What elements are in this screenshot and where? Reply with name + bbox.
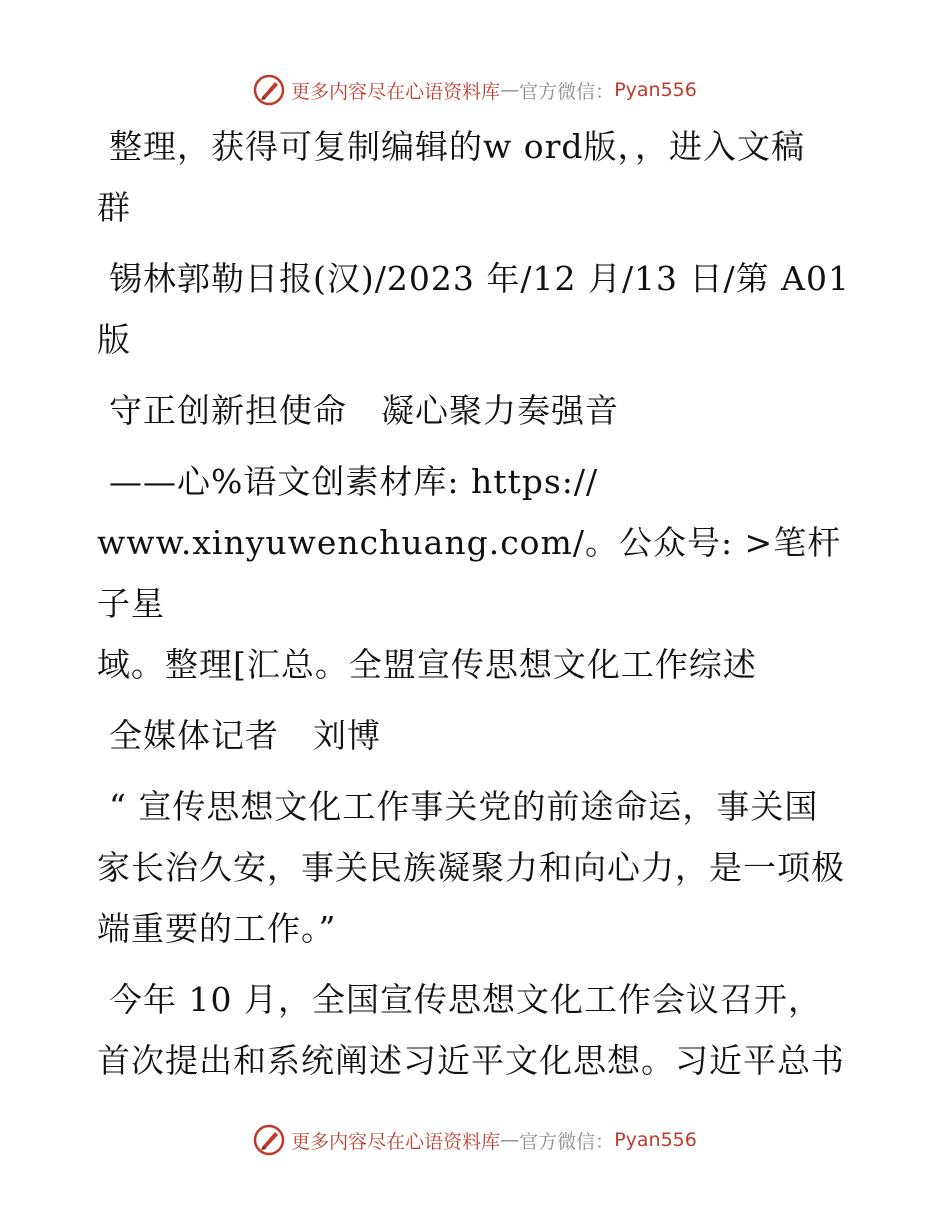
banner-dash: —	[500, 1129, 520, 1151]
text-line: 首次提出和系统阐述习近平文化思想。习近平总书	[97, 1041, 845, 1080]
text-line: 域。整理[汇总。全盟宣传思想文化工作综述	[97, 645, 757, 684]
banner-main-text: 更多内容尽在心语资料库	[291, 1130, 501, 1153]
header-banner	[0, 70, 950, 110]
text-line: 家长治久安，事关民族凝聚力和向心力，是一项极	[97, 848, 845, 887]
banner-wechat-label: 官方微信：	[519, 1130, 615, 1153]
text-line: 今年 10 月，全国宣传思想文化工作会议召开，	[109, 980, 822, 1019]
paragraph-source	[97, 248, 857, 370]
text-line: ——心%语文创素材库: https://	[109, 462, 599, 501]
text-line: 锡林郭勒日报(汉)/2023 年/12 月/13 日/第 A01	[109, 259, 850, 298]
text-line: 整理，获得可复制编辑的w ord版，，进入文稿	[109, 127, 806, 166]
paragraph-body	[97, 969, 857, 1091]
article-byline	[97, 705, 857, 766]
banner-dash: —	[500, 79, 520, 101]
article-title	[97, 380, 857, 441]
text-line: “ 宣传思想文化工作事关党的前途命运，事关国	[109, 787, 819, 826]
document-body	[97, 116, 857, 1101]
text-line: 群	[97, 188, 131, 227]
text-line: 全媒体记者 刘博	[109, 716, 381, 755]
paragraph-quote	[97, 776, 857, 959]
text-line: 端重要的工作。”	[97, 909, 337, 948]
banner-wechat-id: Pyan556	[614, 79, 697, 101]
text-line: 版	[97, 320, 131, 359]
banner-wechat-id: Pyan556	[614, 1129, 697, 1151]
banner-wechat-label: 官方微信：	[519, 80, 615, 103]
paragraph-intro	[97, 116, 857, 238]
pen-logo-icon	[253, 74, 285, 106]
text-line: 守正创新担使命 凝心聚力奏强音	[109, 391, 619, 430]
footer-banner	[0, 1120, 950, 1160]
text-line: www.xinyuwenchuang.com/。公众号: >笔杆子星	[97, 523, 842, 623]
article-subtitle	[97, 451, 857, 695]
pen-logo-icon	[253, 1124, 285, 1156]
banner-main-text: 更多内容尽在心语资料库	[291, 80, 501, 103]
